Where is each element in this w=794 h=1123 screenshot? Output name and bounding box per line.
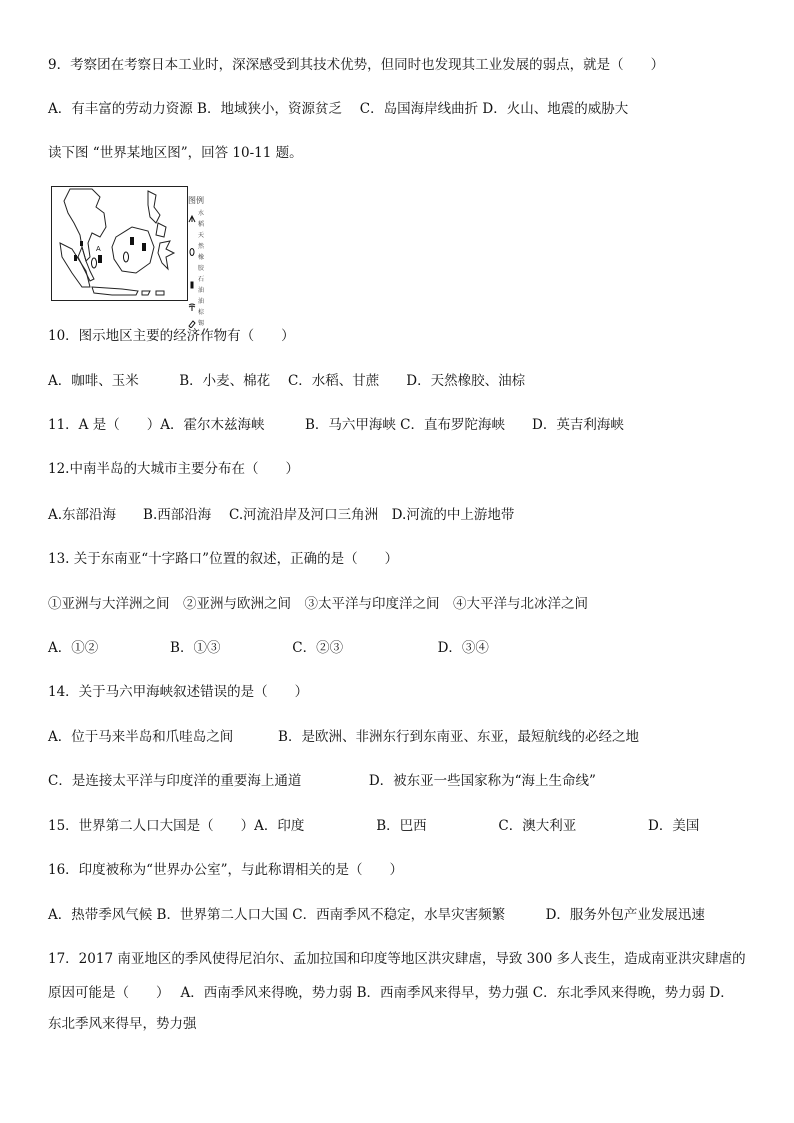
rubber-icon [188, 248, 196, 256]
palm-icon [188, 303, 196, 311]
question-line-17-end: 东北季风来得早，势力强 [48, 1016, 197, 1032]
question-line-9: 9．考察团在考察日本工业时，深深感受到其技术优势，但同时也发现其工业发展的弱点，就是（ ） [48, 57, 665, 73]
question-options-14-ab: A．位于马来半岛和爪哇岛之间 B．是欧洲、非洲东行到东南亚、东亚，最短航线的必经之地 [48, 729, 639, 745]
map-instruction: 读下图 “世界某地区图”，回答 10-11 题。 [48, 145, 303, 161]
map-drawing [52, 187, 187, 300]
question-options-13: A．①② B．①③ C．②③ D．③④ [48, 640, 489, 656]
question-line-17-cont: 原因可能是（ ） A．西南季风来得晚，势力弱 B．西南季风来得早，势力强 C．东北季风来得晚，势力弱 D． [48, 985, 734, 1001]
legend-title: 图例 [188, 196, 204, 205]
question-line-16: 16．印度被称为“世界办公室”，与此称谓相关的是（ ） [48, 862, 403, 878]
strait-marker-label: A [96, 246, 101, 253]
legend-item-rubber [188, 230, 204, 274]
legend-label-palm: 油棕 [198, 298, 205, 316]
legend-item-oil [188, 274, 204, 296]
question-options-14-cd: C．是连接太平洋与印度洋的重要海上通道 D．被东亚一些国家称为“海上生命线” [48, 773, 596, 789]
rice-icon [188, 215, 196, 223]
legend-label-rice: 水稻 [198, 210, 205, 228]
legend-label-rubber: 天然橡胶 [198, 232, 205, 272]
oil-icon [188, 281, 196, 289]
legend-label-oil: 石油 [198, 276, 205, 294]
question-line-15: 15．世界第二人口大国是（ ）A．印度 B．巴西 C．澳大利亚 D．美国 [48, 818, 700, 834]
legend-item-palm [188, 296, 204, 318]
question-line-14: 14．关于马六甲海峡叙述错误的是（ ） [48, 684, 309, 700]
question-line-13: 13. 关于东南亚“十字路口”位置的叙述，正确的是（ ） [48, 551, 399, 567]
question-options-12: A.东部沿海 B.西部沿海 C.河流沿岸及河口三角洲 D.河流的中上游地带 [48, 507, 515, 523]
question-statements-13: ①亚洲与大洋洲之间 ②亚洲与欧洲之间 ③太平洋与印度洋之间 ④大平洋与北冰洋之间 [48, 596, 588, 612]
question-options-9: A．有丰富的劳动力资源 B．地域狭小，资源贫乏 C．岛国海岸线曲折 D．火山、地震的威胁大 [48, 101, 629, 117]
question-line-12: 12.中南半岛的大城市主要分布在（ ） [48, 461, 299, 477]
question-options-16: A．热带季风气候 B．世界第二人口大国 C．西南季风不稳定，水旱灾害频繁 D．服务外包产业发展迅速 [48, 907, 705, 923]
southeast-asia-map [51, 186, 205, 327]
question-line-17: 17．2017 南亚地区的季风使得尼泊尔、孟加拉国和印度等地区洪灾肆虐，导致 300 多人丧生，造成南亚洪灾肆虐的 [48, 951, 746, 967]
question-line-10: 10．图示地区主要的经济作物有（ ） [48, 328, 295, 344]
question-line-11: 11．A 是（ ）A．霍尔木兹海峡 B．马六甲海峡 C．直布罗陀海峡 D．英吉利海峡 [48, 417, 624, 433]
legend-label-tin: 锡 [198, 320, 205, 327]
question-options-10: A．咖啡、玉米 B．小麦、棉花 C．水稻、甘蔗 D．天然橡胶、油棕 [48, 373, 526, 389]
legend-item-rice [188, 208, 204, 230]
map-legend [188, 195, 204, 329]
